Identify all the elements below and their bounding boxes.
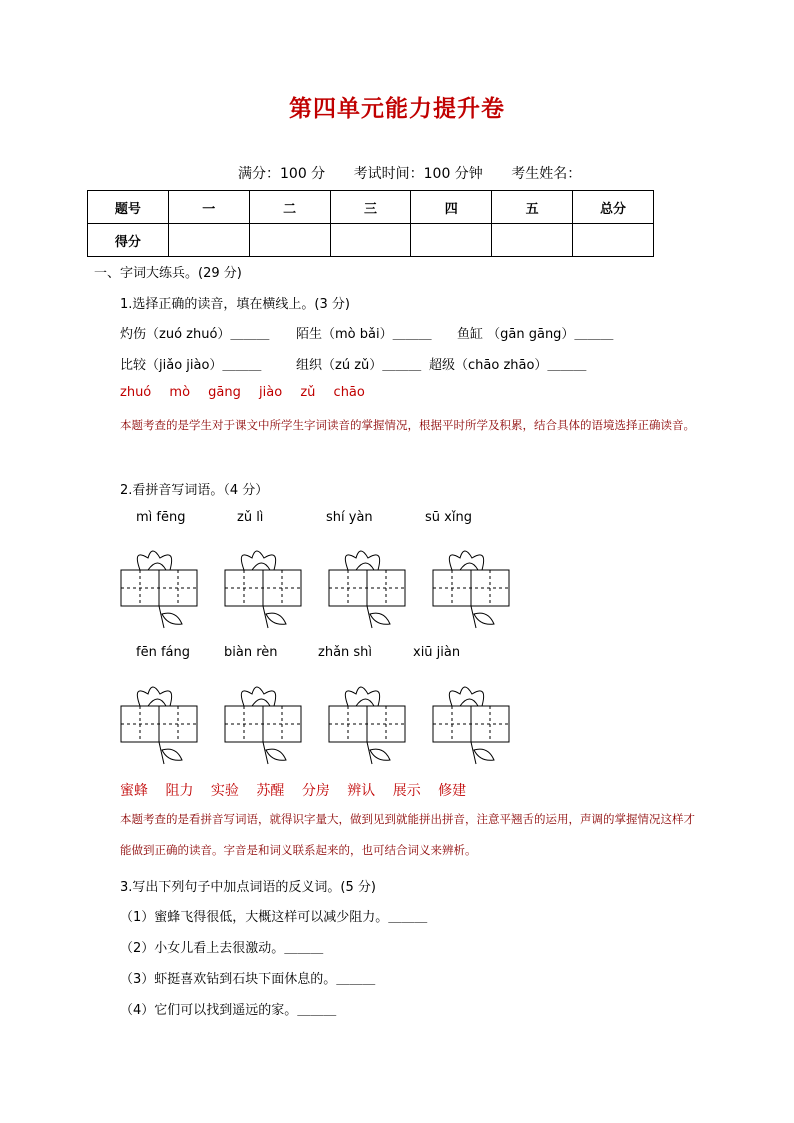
score-cell[interactable] [330,224,411,257]
q3-item: （4）它们可以找到遥远的家。＿＿＿ [120,1003,337,1018]
q2-answer: 实验 [210,783,239,799]
score-header-cell: 五 [492,191,573,224]
q2-pinyin: shí yàn [326,510,373,525]
q1-answer: chāo [333,385,365,400]
score-header-cell: 二 [249,191,330,224]
score-cell[interactable] [249,224,330,257]
score-cell[interactable] [168,224,249,257]
q1-item: 比较（jiǎo jiào）＿＿＿ [120,358,262,373]
exam-time: 考试时间：100 分钟 [353,166,483,182]
score-header-cell: 总分 [573,191,654,224]
q2-pinyin: zhǎn shì [318,645,373,660]
flower-writing-grid-icon [222,540,304,630]
score-table-header [88,191,654,224]
full-score: 满分：100 分 [238,166,326,182]
score-row-label: 得分 [88,224,169,257]
q1-item: 超级（chāo zhāo）＿＿＿ [429,358,587,373]
score-table-row [88,224,654,257]
score-header-cell: 三 [330,191,411,224]
q1-answer: mò [169,385,191,400]
q2-pinyin: xiū jiàn [413,645,461,660]
score-table [87,190,654,257]
flower-writing-grid-icon [118,540,200,630]
q2-pinyin: fēn fáng [136,645,190,660]
q2-answer: 修建 [438,783,467,799]
score-header-cell: 题号 [88,191,169,224]
flower-writing-grid-icon [222,676,304,766]
q1-item: 灼伤（zuó zhuó）＿＿＿ [120,327,270,342]
q2-pinyin: biàn rèn [224,645,278,660]
q2-pinyin: mì fēng [136,510,186,525]
page-title: 第四单元能力提升卷 [289,96,505,122]
q2-answer: 阻力 [165,783,194,799]
q1-note: 本题考查的是学生对于课文中所学生字词读音的掌握情况，根据平时所学及积累，结合具体的语境选择正确读音。 [120,418,695,432]
flower-writing-grid-icon [430,540,512,630]
score-cell[interactable] [573,224,654,257]
q3-item: （1）蜜蜂飞得很低，大概这样可以减少阻力。＿＿＿ [120,910,428,925]
exam-meta [238,163,605,183]
q2-answer: 蜜蜂 [120,783,148,799]
q1-answers [120,385,379,400]
q3-prompt: 3.写出下列句子中加点词语的反义词。(5 分) [120,880,376,895]
q1-item: 陌生（mò bǎi）＿＿＿ [296,327,432,342]
q2-answers [120,780,479,800]
score-header-cell: 一 [168,191,249,224]
q1-answer: jiào [259,385,283,400]
q3-item: （2）小女儿看上去很激动。＿＿＿ [120,941,324,956]
section1-heading: 一、字词大练兵。(29 分) [94,266,242,281]
q2-answer: 分房 [301,783,330,799]
q1-answer: gāng [208,385,241,400]
q1-prompt: 1.选择正确的读音，填在横线上。(3 分) [120,297,350,312]
q2-answer: 展示 [392,783,421,799]
q2-pinyin: sū xǐng [425,510,472,525]
q2-note: 本题考查的是看拼音写词语，就得识字量大，做到见到就能拼出拼音，注意平翘舌的运用，声调的掌握情况这样才能做到正确的读音。字音是和词义联系起来的，也可结合词义来辨析。 [120,812,695,857]
flower-writing-grid-icon [118,676,200,766]
q2-answer: 苏醒 [256,783,285,799]
score-header-cell: 四 [411,191,492,224]
score-cell[interactable] [411,224,492,257]
q2-prompt: 2.看拼音写词语。（4 分） [120,483,269,498]
flower-writing-grid-icon [430,676,512,766]
score-cell[interactable] [492,224,573,257]
student-name-label: 考生姓名： [511,166,582,182]
q2-pinyin: zǔ lì [237,510,264,525]
q1-item: 鱼缸 （gān gāng）＿＿＿ [457,327,614,342]
q3-item: （3）虾挺喜欢钻到石块下面休息的。＿＿＿ [120,972,376,987]
q1-answer: zǔ [300,385,316,400]
q2-answer: 辨认 [347,783,376,799]
q1-item: 组织（zú zǔ）＿＿＿ [296,358,422,373]
flower-writing-grid-icon [326,540,408,630]
flower-writing-grid-icon [326,676,408,766]
q1-answer: zhuó [120,385,152,400]
